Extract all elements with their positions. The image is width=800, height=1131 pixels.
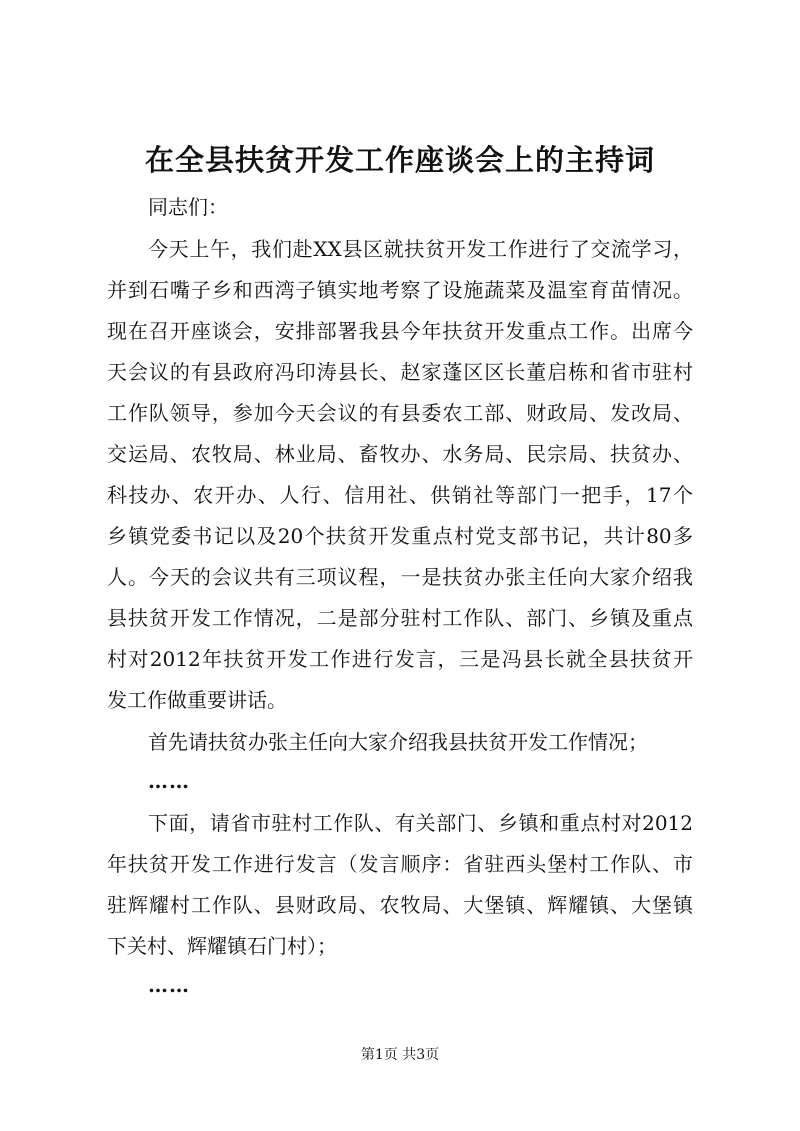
ellipsis-1: …… (148, 769, 190, 793)
paragraph-1-line-10: 县扶贫开发工作情况，二是部分驻村工作队、部门、乡镇及重点 (107, 606, 693, 630)
paragraph-1-line-11: 村对2012年扶贫开发工作进行发言，三是冯县长就全县扶贫开 (107, 647, 693, 671)
ellipsis-2: …… (148, 973, 190, 997)
salutation: 同志们： (148, 195, 228, 219)
paragraph-1-line-1: 今天上午，我们赴XX县区就扶贫开发工作进行了交流学习， (148, 237, 693, 261)
paragraph-1-line-6: 交运局、农牧局、林业局、畜牧办、水务局、民宗局、扶贫办、 (107, 442, 693, 466)
paragraph-3-line-2: 年扶贫开发工作进行发言（发言顺序：省驻西头堡村工作队、市 (107, 852, 693, 876)
paragraph-1-line-12: 发工作做重要讲话。 (107, 688, 287, 712)
paragraph-1-line-7: 科技办、农开办、人行、信用社、供销社等部门一把手，17个 (107, 483, 693, 507)
paragraph-1-line-8: 乡镇党委书记以及20个扶贫开发重点村党支部书记，共计80多 (107, 524, 693, 548)
document-title: 在全县扶贫开发工作座谈会上的主持词 (144, 143, 655, 177)
paragraph-1-line-3: 现在召开座谈会，安排部署我县今年扶贫开发重点工作。出席今 (107, 319, 693, 343)
paragraph-3-line-3: 驻辉耀村工作队、县财政局、农牧局、大堡镇、辉耀镇、大堡镇 (107, 893, 693, 917)
paragraph-3-line-4: 下关村、辉耀镇石门村）； (107, 934, 337, 958)
paragraph-1-line-4: 天会议的有县政府冯印涛县长、赵家蓬区区长董启栋和省市驻村 (107, 360, 693, 384)
paragraph-3-line-1: 下面，请省市驻村工作队、有关部门、乡镇和重点村对2012 (148, 811, 693, 835)
paragraph-1-line-2: 并到石嘴子乡和西湾子镇实地考察了设施蔬菜及温室育苗情况。 (107, 278, 693, 302)
page-number-footer: 第1页 共3页 (360, 1047, 440, 1063)
paragraph-1-line-5: 工作队领导，参加今天会议的有县委农工部、财政局、发改局、 (107, 401, 693, 425)
paragraph-1-line-9: 人。今天的会议共有三项议程，一是扶贫办张主任向大家介绍我 (107, 565, 693, 589)
paragraph-2: 首先请扶贫办张主任向大家介绍我县扶贫开发工作情况； (148, 730, 648, 754)
